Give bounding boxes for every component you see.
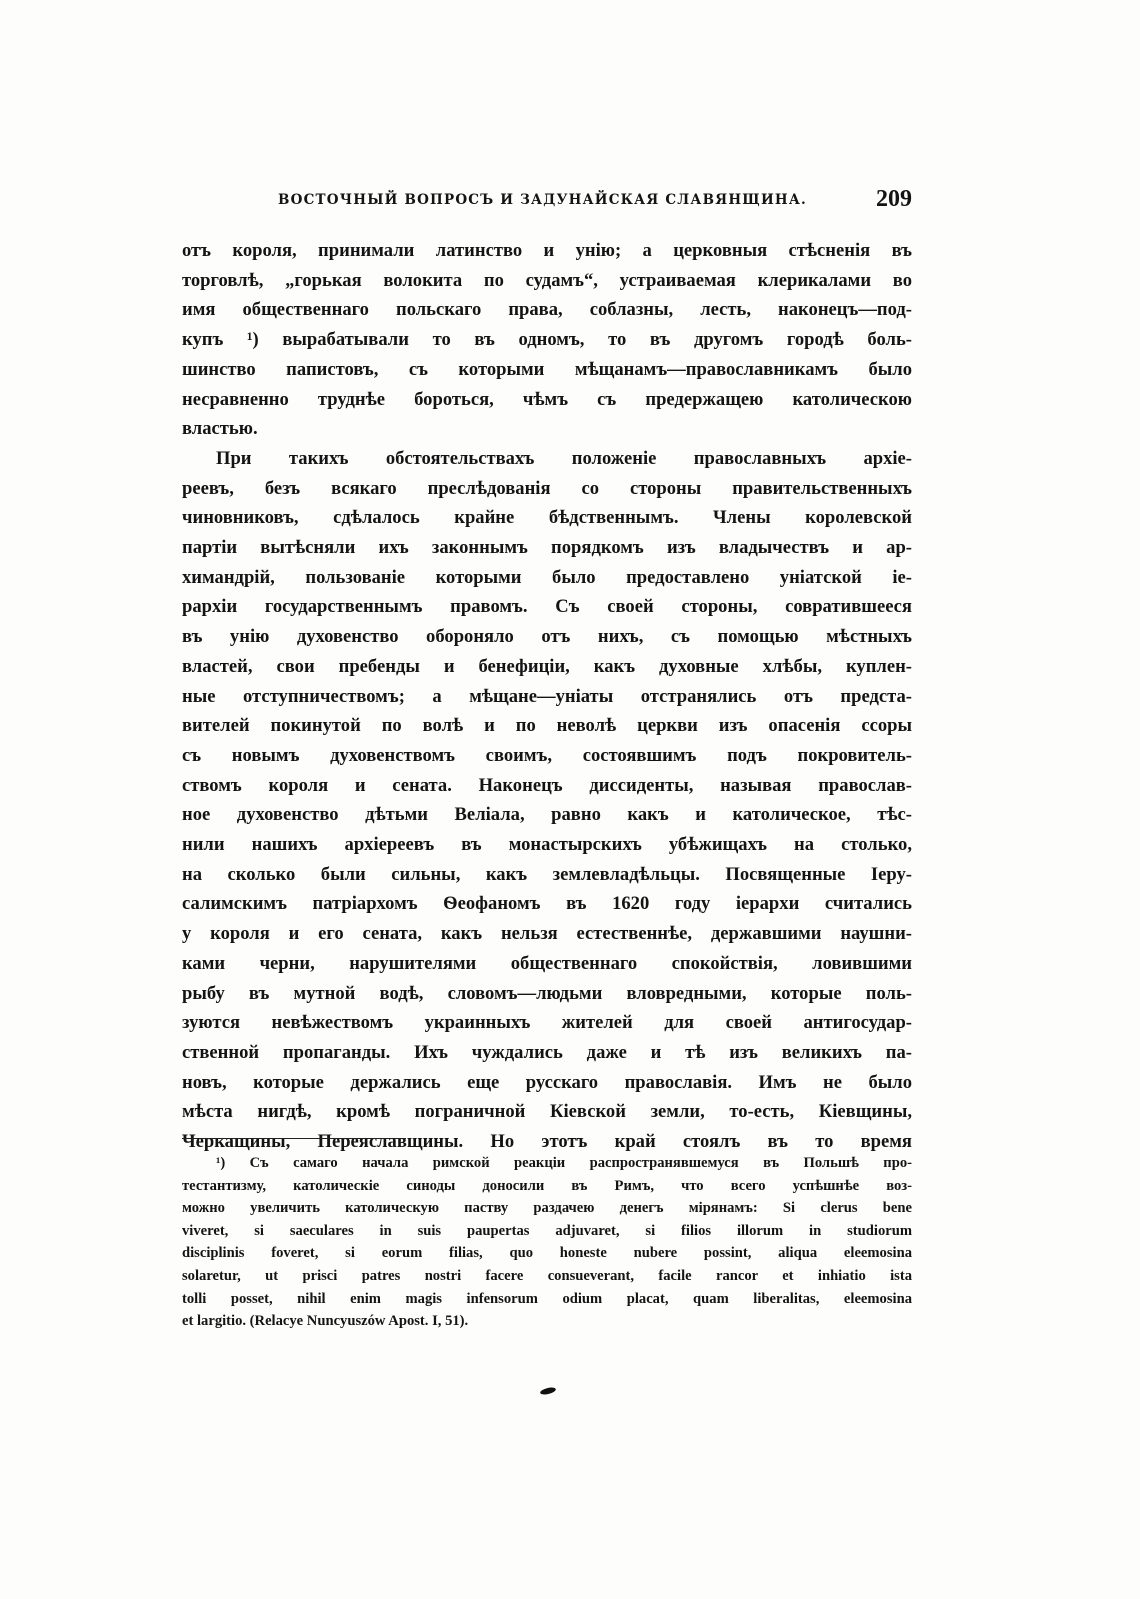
text-line: у короля и его сената, какъ нельзя естественнѣе, державшими наушни- xyxy=(182,923,912,945)
text-line: отъ короля, принимали латинство и унію; а церковныя стѣсненія въ xyxy=(182,240,912,261)
footnote-line: ¹) Съ самаго начала римской реакціи распространявшемуся въ Польшѣ про- xyxy=(216,1155,912,1171)
text-line: нили нашихъ архіереевъ въ монастырскихъ убѣжищахъ на столько, xyxy=(182,834,912,856)
text-line: съ новымъ духовенствомъ своимъ, состоявшимъ подъ покровитель- xyxy=(182,744,912,766)
text-line: рархіи государственнымъ правомъ. Съ своей стороны, совратившееся xyxy=(182,596,912,618)
page-header xyxy=(182,186,912,218)
footnote-line: et largitio. (Relacye Nuncyuszów Apost. I, 51). xyxy=(182,1313,469,1330)
text-line: химандрій, пользованіе которыми было предоставлено уніатской іе- xyxy=(182,566,912,588)
text-line: рыбу въ мутной водѣ, словомъ—людьми вловредными, которые поль- xyxy=(182,982,912,1004)
text-line: реевъ, безъ всякаго преслѣдованія со стороны правительственныхъ xyxy=(182,477,912,499)
footnote-line: тестантизму, католическіе синоды доносили въ Римъ, что всего успѣшнѣе воз- xyxy=(182,1177,912,1194)
text-line: торговлѣ, „горькая волокита по судамъ“, устраиваемая клерикалами во xyxy=(182,269,912,291)
text-line: на сколько были сильны, какъ землевладѣльцы. Посвященные Іеру- xyxy=(182,863,912,885)
running-title: ВОСТОЧНЫЙ ВОПРОСЪ И ЗАДУНАЙСКАЯ СЛАВЯНЩИНА. xyxy=(278,192,807,208)
footnote-line: viveret, si saeculares in suis paupertas adjuvaret, si filios illorum in studiorum xyxy=(182,1222,912,1239)
text-line: властей, свои пребенды и бенефиціи, какъ духовные хлѣбы, куплен- xyxy=(182,655,912,677)
text-line: ное духовенство дѣтьми Веліала, равно какъ и католическое, тѣс- xyxy=(182,804,912,826)
footnote-line: можно увеличить католическую паству раздачею денегъ мірянамъ: Si clerus bene xyxy=(182,1200,912,1217)
text-line: мѣста нигдѣ, кромѣ пограничной Кіевской земли, то-есть, Кіевщины, xyxy=(182,1101,912,1123)
text-line: салимскимъ патріархомъ Ѳеофаномъ въ 1620 году іерархи считались xyxy=(182,893,912,915)
ink-blot-mark xyxy=(540,1386,557,1396)
text-line: вителей покинутой по волѣ и по неволѣ церкви изъ опасенія ссоры xyxy=(182,715,912,737)
text-line: ствомъ короля и сената. Наконецъ диссиденты, называя православ- xyxy=(182,774,912,796)
footnote xyxy=(182,1152,912,1333)
text-line: новъ, которые держались еще русскаго православія. Имъ не было xyxy=(182,1071,912,1093)
text-line: властью. xyxy=(182,418,258,440)
text-line: При такихъ обстоятельствахъ положеніе православныхъ архіе- xyxy=(216,447,912,469)
text-line: зуются невѣжествомъ украинныхъ жителей для своей антигосудар- xyxy=(182,1012,912,1034)
footnote-line: solaretur, ut prisci patres nostri facere consueverant, facile rancor et inhiatio ista xyxy=(182,1267,912,1284)
paragraph-1 xyxy=(182,236,912,444)
footnote-line: tolli posset, nihil enim magis infensorum odium placat, quam liberalitas, eleemosina xyxy=(182,1290,912,1307)
text-line: ные отступничествомъ; а мѣщане—уніаты отстранялись отъ предста- xyxy=(182,685,912,707)
text-line: ками черни, нарушителями общественнаго спокойствія, ловившими xyxy=(182,952,912,974)
text-line: купъ ¹) вырабатывали то въ одномъ, то въ другомъ городѣ боль- xyxy=(182,329,912,351)
text-line: въ унію духовенство обороняло отъ нихъ, съ помощью мѣстныхъ xyxy=(182,626,912,648)
footnote-line: disciplinis foveret, si eorum filias, quo honeste nubere possint, aliqua eleemosina xyxy=(182,1245,912,1262)
text-line: Черкащины, Переяславщины. Но этотъ край стоялъ въ то время xyxy=(182,1131,912,1153)
text-line: чиновниковъ, сдѣлалось крайне бѣдственнымъ. Члены королевской xyxy=(182,507,912,529)
text-line: ственной пропаганды. Ихъ чуждались даже и тѣ изъ великихъ па- xyxy=(182,1041,912,1063)
text-line: партіи вытѣсняли ихъ законнымъ порядкомъ изъ владычествъ и ар- xyxy=(182,537,912,559)
text-line: шинство папистовъ, съ которыми мѣщанамъ—православникамъ было xyxy=(182,358,912,380)
main-text xyxy=(182,236,912,1157)
text-line: несравненно труднѣе бороться, чѣмъ съ предержащею католическою xyxy=(182,388,912,410)
footnote-divider xyxy=(182,1138,406,1139)
paragraph-2 xyxy=(182,444,912,1157)
page-number: 209 xyxy=(876,186,912,212)
text-line: имя общественнаго польскаго права, соблазны, лесть, наконецъ—под- xyxy=(182,299,912,321)
